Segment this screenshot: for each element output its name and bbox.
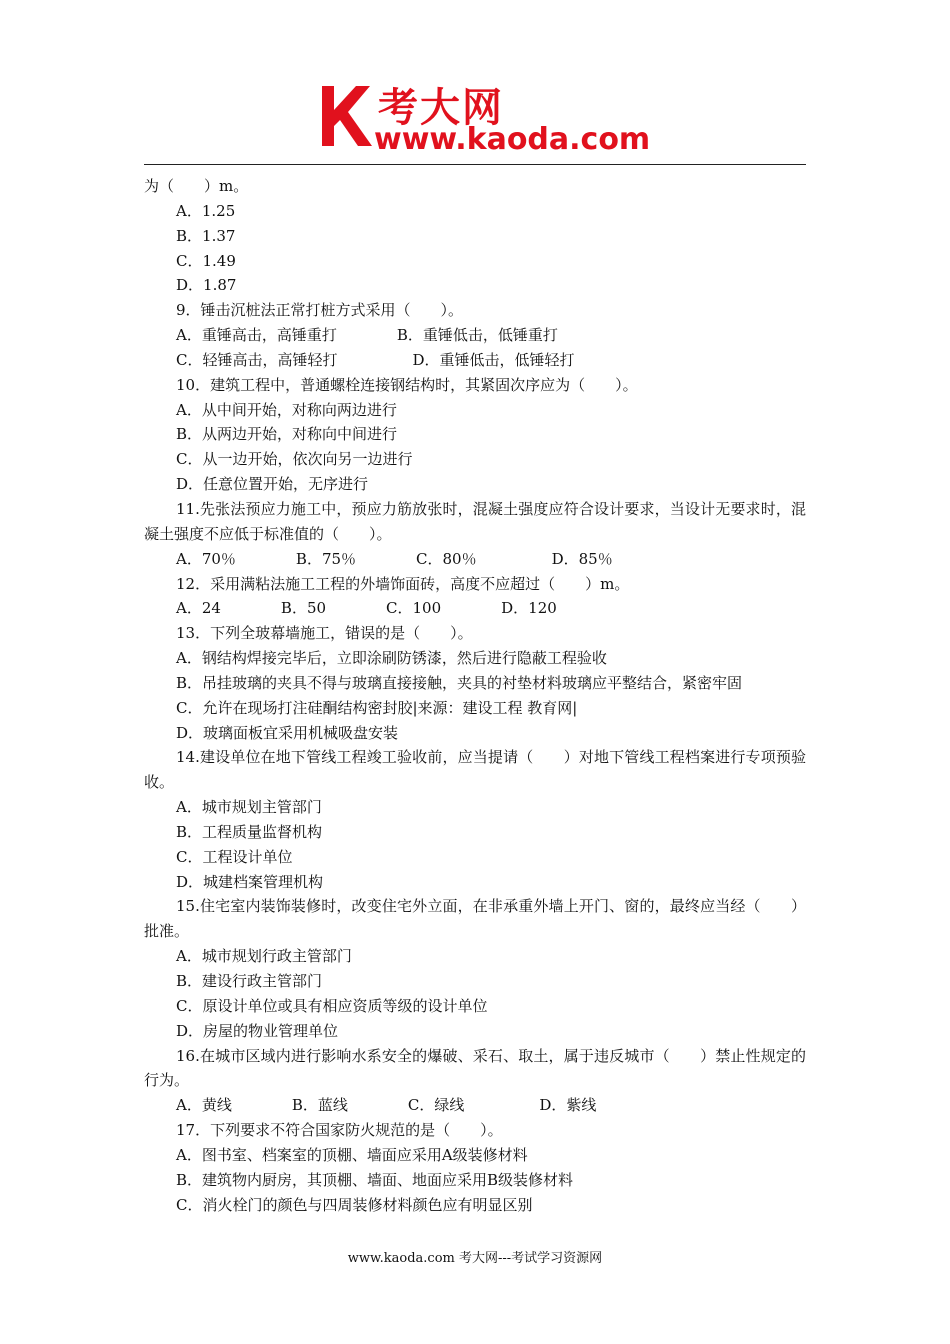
option-line: C．允许在现场打注硅酮结构密封胶|来源：建设工程 教育网| — [176, 698, 578, 717]
question-14: 14.建设单位在地下管线工程竣工验收前，应当提请（ ）对地下管线工程档案进行专项预验收。 — [144, 748, 806, 792]
option-line: A．黄线 B．蓝线 C．绿线 D．紫线 — [176, 1096, 597, 1115]
option-line: A．图书室、档案室的顶棚、墙面应采用A级装修材料 — [176, 1145, 528, 1164]
option-line: C．消火栓门的颜色与四周装修材料颜色应有明显区别 — [176, 1195, 533, 1214]
question-10: 10．建筑工程中，普通螺栓连接钢结构时，其紧固次序应为（ ）。 — [176, 375, 638, 394]
option-line: A．1.25 — [176, 201, 236, 220]
text-line: 为（ ）m。 — [144, 177, 249, 195]
question-9: 9．锤击沉桩法正常打桩方式采用（ ）。 — [176, 301, 464, 320]
question-11: 11.先张法预应力施工中，预应力筋放张时，混凝土强度应符合设计要求，当设计无要求时，混凝土强度不应低于标准值的（ ）。 — [144, 499, 806, 543]
document-body — [144, 174, 806, 1217]
site-logo[interactable] — [318, 80, 651, 160]
question-15: 15.住宅室内装饰装修时，改变住宅外立面，在非承重外墙上开门、窗的，最终应当经（ ）批准。 — [144, 897, 806, 941]
option-line: A．城市规划行政主管部门 — [176, 947, 352, 966]
option-line: C．1.49 — [176, 251, 236, 270]
option-line: B．工程质量监督机构 — [176, 822, 323, 841]
question-13: 13．下列全玻幕墙施工，错误的是（ ）。 — [176, 624, 473, 643]
option-line: C．原设计单位或具有相应资质等级的设计单位 — [176, 996, 488, 1015]
option-line: A．城市规划主管部门 — [176, 798, 322, 817]
question-12: 12．采用满粘法施工工程的外墙饰面砖，高度不应超过（ ）m。 — [176, 574, 630, 593]
option-line: C．轻锤高击，高锤轻打 D．重锤低击，低锤轻打 — [176, 350, 575, 369]
option-line: B．建筑物内厨房，其顶棚、墙面、地面应采用B级装修材料 — [176, 1170, 574, 1189]
option-line: C．工程设计单位 — [176, 847, 293, 866]
option-line: A．70％ B．75％ C．80％ D．85％ — [176, 549, 613, 568]
logo-text-cn: 考大网 — [378, 85, 504, 131]
option-line: D．玻璃面板宜采用机械吸盘安装 — [176, 723, 399, 742]
option-line: B．1.37 — [176, 226, 236, 245]
logo-url: www.kaoda.com — [374, 122, 651, 157]
option-line: D．房屋的物业管理单位 — [176, 1021, 339, 1040]
option-line: A．重锤高击，高锤重打 B．重锤低击，低锤重打 — [176, 326, 558, 345]
option-line: A．从中间开始，对称向两边进行 — [176, 400, 397, 419]
option-line: B．吊挂玻璃的夹具不得与玻璃直接接触，夹具的衬垫材料玻璃应平整结合，紧密牢固 — [176, 673, 743, 692]
k-logo-icon — [318, 80, 376, 150]
option-line: D．城建档案管理机构 — [176, 872, 324, 891]
option-line: A．24 B．50 C．100 D．120 — [176, 599, 557, 618]
question-17: 17．下列要求不符合国家防火规范的是（ ）。 — [176, 1121, 503, 1140]
option-line: D．1.87 — [176, 276, 237, 295]
option-line: A．钢结构焊接完毕后，立即涂刷防锈漆，然后进行隐蔽工程验收 — [176, 649, 607, 668]
option-line: B．建设行政主管部门 — [176, 972, 323, 990]
question-16: 16.在城市区域内进行影响水系安全的爆破、采石、取土，属于违反城市（ ）禁止性规定的行为。 — [144, 1046, 806, 1090]
header-divider — [144, 164, 806, 165]
option-line: D．任意位置开始，无序进行 — [176, 475, 369, 494]
option-line: B．从两边开始，对称向中间进行 — [176, 425, 398, 444]
option-line: C．从一边开始，依次向另一边进行 — [176, 450, 413, 469]
page-footer: www.kaoda.com 考大网---考试学习资源网 — [347, 1251, 603, 1266]
